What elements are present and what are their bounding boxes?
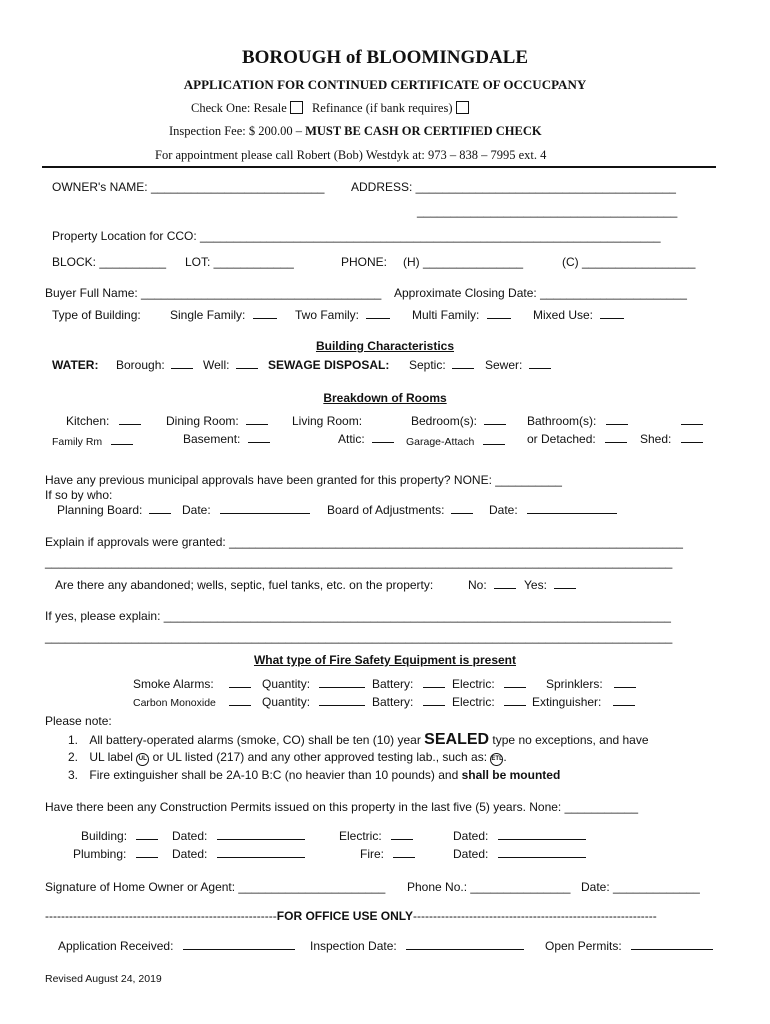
attic-field[interactable] — [338, 432, 394, 446]
co-battery-label: Battery: — [372, 695, 414, 709]
sewer-label: Sewer: — [485, 358, 523, 372]
adjustments-board-label: Board of Adjustments: — [327, 503, 445, 517]
appointment-info: For appointment please call Robert (Bob) Westdyk at: 973 – 838 – 7995 ext. 4 — [155, 148, 547, 162]
bathrooms-field[interactable] — [527, 414, 628, 428]
abandoned-question: Are there any abandoned; wells, septic, fuel tanks, etc. on the property: — [55, 578, 434, 592]
multi-family-field[interactable] — [412, 308, 511, 322]
block-field[interactable]: BLOCK: __________ — [52, 255, 167, 269]
note-1-number: 1. — [68, 733, 79, 747]
single-family-label: Single Family: — [170, 308, 246, 322]
owner-name-field[interactable]: OWNER's NAME: __________________________ — [52, 180, 325, 194]
extinguisher-label: Extinguisher: — [532, 695, 602, 709]
co-quantity-label: Quantity: — [262, 695, 311, 709]
electric-permit-date-field[interactable] — [453, 829, 586, 843]
note-3-number: 3. — [68, 768, 79, 782]
smoke-battery-field[interactable] — [372, 677, 445, 691]
phone-cell-field[interactable]: (C) _________________ — [562, 255, 696, 269]
fire-permit-field[interactable] — [360, 847, 415, 861]
sprinklers-label: Sprinklers: — [546, 677, 603, 691]
note-1-text: All battery-operated alarms (smoke, CO) shall be ten (10) year — [89, 733, 421, 747]
page-title: BOROUGH of BLOOMINGDALE — [241, 47, 529, 68]
phone-label: PHONE: — [341, 255, 388, 269]
water-borough-field[interactable] — [116, 358, 193, 372]
fire-dated-label: Dated: — [453, 847, 489, 861]
smoke-quantity-label: Quantity: — [262, 677, 311, 691]
if-yes-explain-line-2[interactable]: ______________________________________________________________________________________________ — [45, 630, 673, 644]
header-divider — [42, 166, 716, 168]
co-quantity-field[interactable] — [262, 695, 365, 709]
property-location-field[interactable]: Property Location for CCO: _____________________________________________________________________ — [52, 229, 661, 243]
co-battery-field[interactable] — [372, 695, 445, 709]
basement-field[interactable] — [183, 432, 270, 446]
plumbing-permit-field[interactable] — [73, 847, 158, 861]
please-note-label: Please note: — [45, 714, 112, 728]
family-room-field[interactable] — [52, 434, 133, 448]
inspection-date-field[interactable] — [310, 939, 524, 953]
office-use-label: FOR OFFICE USE ONLY — [276, 909, 414, 923]
bathrooms-label: Bathroom(s): — [527, 414, 597, 428]
attic-label: Attic: — [338, 432, 365, 446]
fire-permit-label: Fire: — [360, 847, 384, 861]
fee-requirement: MUST BE CASH OR CERTIFIED CHECK — [305, 124, 542, 138]
building-characteristics-heading: Building Characteristics — [315, 339, 455, 353]
note-2-number: 2. — [68, 750, 79, 764]
planning-date-label: Date: — [182, 503, 211, 517]
adjustments-board-field[interactable] — [327, 503, 473, 517]
building-dated-label: Dated: — [172, 829, 208, 843]
note-2-text: UL label — [89, 750, 133, 764]
lot-field[interactable]: LOT: ____________ — [185, 255, 294, 269]
phone-home-field[interactable]: (H) _______________ — [403, 255, 524, 269]
borough-label: Borough: — [116, 358, 165, 372]
resale-checkbox[interactable] — [290, 101, 303, 114]
sealed-emphasis: SEALED — [424, 731, 490, 748]
fee-prefix: Inspection Fee: $ 200.00 – — [169, 124, 302, 138]
bathrooms-extra-line[interactable] — [681, 414, 703, 428]
smoke-battery-label: Battery: — [372, 677, 414, 691]
abandoned-yes-field[interactable] — [524, 578, 576, 592]
two-family-label: Two Family: — [295, 308, 360, 322]
approvals-explain-field[interactable]: Explain if approvals were granted: ____________________________________________________________________ — [45, 535, 683, 549]
signature-field[interactable]: Signature of Home Owner or Agent: ______________________ — [45, 880, 386, 894]
note-3-text: Fire extinguisher shall be 2A-10 B:C (no heavier than 10 pounds) and — [89, 768, 459, 782]
building-permit-label: Building: — [81, 829, 128, 843]
carbon-monoxide-label: Carbon Monoxide — [133, 697, 216, 709]
sewer-field[interactable] — [485, 358, 551, 372]
note-3-emphasis: shall be mounted — [461, 768, 561, 782]
kitchen-field[interactable] — [66, 414, 141, 428]
smoke-alarms-label: Smoke Alarms: — [133, 677, 214, 691]
garage-attach-label: Garage-Attach — [406, 436, 475, 448]
office-use-divider — [45, 909, 657, 923]
building-permit-field[interactable] — [81, 829, 158, 843]
garage-attach-field[interactable] — [406, 434, 505, 448]
resale-label: Check One: Resale — [191, 101, 287, 115]
sewage-label: SEWAGE DISPOSAL: — [268, 358, 390, 372]
extinguisher-field[interactable] — [532, 695, 635, 709]
rooms-heading: Breakdown of Rooms — [323, 391, 447, 405]
adjustments-date-field[interactable] — [489, 503, 617, 517]
abandoned-no-field[interactable] — [468, 578, 516, 592]
address-line-2[interactable]: _______________________________________ — [417, 204, 678, 218]
garage-detached-label: or Detached: — [527, 432, 596, 446]
kitchen-label: Kitchen: — [66, 414, 110, 428]
septic-field[interactable] — [409, 358, 474, 372]
note-2: 2. UL label UL or UL listed (217) and any other approved testing lab., such as: ETL. — [68, 750, 507, 764]
revised-date: Revised August 24, 2019 — [45, 973, 162, 985]
plumbing-permit-date-field[interactable] — [172, 847, 305, 861]
open-permits-label: Open Permits: — [545, 939, 622, 953]
mixed-use-field[interactable] — [533, 308, 624, 322]
note-1-text-end: type no exceptions, and have — [492, 733, 649, 747]
adjustments-date-label: Date: — [489, 503, 518, 517]
application-received-field[interactable] — [58, 939, 295, 953]
co-electric-label: Electric: — [452, 695, 495, 709]
mixed-use-label: Mixed Use: — [533, 308, 594, 322]
well-label: Well: — [203, 358, 230, 372]
note-3 — [68, 768, 560, 782]
fire-permit-date-field[interactable] — [453, 847, 586, 861]
single-family-field[interactable] — [170, 308, 277, 322]
bedrooms-field[interactable] — [411, 414, 506, 428]
inspection-fee — [169, 124, 542, 139]
approvals-explain-line-2[interactable]: ______________________________________________________________________________________________ — [45, 555, 673, 569]
smoke-electric-label: Electric: — [452, 677, 495, 691]
building-permit-date-field[interactable] — [172, 829, 305, 843]
abandoned-no-label: No: — [468, 578, 487, 592]
closing-date-field[interactable]: Approximate Closing Date: ______________________ — [394, 286, 687, 300]
septic-label: Septic: — [409, 358, 446, 372]
etl-label-icon: ETL — [490, 753, 503, 766]
previous-approvals-question[interactable]: Have any previous municipal approvals have been granted for this property? NONE: __________ — [45, 473, 562, 487]
construction-permits-question[interactable]: Have there been any Construction Permits issued on this property in the last five (5) years. None: ___________ — [45, 800, 638, 814]
shed-field[interactable] — [640, 432, 703, 446]
garage-detached-field[interactable] — [527, 432, 627, 446]
planning-board-label: Planning Board: — [57, 503, 143, 517]
if-yes-explain-field[interactable]: If yes, please explain: ____________________________________________________________________________ — [45, 609, 671, 623]
planning-date-field[interactable] — [182, 503, 310, 517]
smoke-electric-field[interactable] — [452, 677, 526, 691]
electric-permit-field[interactable] — [339, 829, 413, 843]
abandoned-yes-label: Yes: — [524, 578, 547, 592]
signature-phone-field[interactable]: Phone No.: _______________ — [407, 880, 571, 894]
shed-label: Shed: — [640, 432, 672, 446]
type-of-building-label: Type of Building: — [52, 308, 141, 322]
plumbing-permit-label: Plumbing: — [73, 847, 127, 861]
check-one-row — [191, 101, 469, 116]
water-well-field[interactable] — [203, 358, 258, 372]
basement-label: Basement: — [183, 432, 241, 446]
refinance-checkbox[interactable] — [456, 101, 469, 114]
approved-by-label: If so by who: — [45, 488, 113, 502]
living-room-label: Living Room: — [292, 414, 363, 428]
ul-label-icon: UL — [136, 753, 149, 766]
note-1 — [68, 731, 649, 749]
electric-dated-label: Dated: — [453, 829, 489, 843]
smoke-alarms-field[interactable] — [133, 677, 251, 691]
inspection-date-label: Inspection Date: — [310, 939, 397, 953]
open-permits-field[interactable] — [545, 939, 713, 953]
refinance-label: Refinance (if bank requires) — [311, 101, 453, 115]
carbon-monoxide-field[interactable] — [133, 695, 251, 709]
office-dash-right: ------------------------------------------------------------- — [413, 909, 657, 923]
office-dash-left: ---------------------------------------------------------- — [45, 909, 277, 923]
application-received-label: Application Received: — [58, 939, 174, 953]
plumbing-dated-label: Dated: — [172, 847, 208, 861]
address-field[interactable]: ADDRESS: _______________________________________ — [351, 180, 676, 194]
co-electric-field[interactable] — [452, 695, 526, 709]
two-family-field[interactable] — [295, 308, 390, 322]
bedrooms-label: Bedroom(s): — [411, 414, 478, 428]
sprinklers-field[interactable] — [546, 677, 636, 691]
water-label: WATER: — [52, 358, 99, 372]
multi-family-label: Multi Family: — [412, 308, 480, 322]
smoke-quantity-field[interactable] — [262, 677, 365, 691]
note-2-text-end: or UL listed (217) and any other approved testing lab., such as: — [152, 750, 488, 764]
planning-board-field[interactable] — [57, 503, 171, 517]
family-room-label: Family Rm — [52, 436, 103, 448]
buyer-name-field[interactable]: Buyer Full Name: ____________________________________ — [45, 286, 382, 300]
signature-date-field[interactable]: Date: _____________ — [581, 880, 700, 894]
form-subtitle: APPLICATION FOR CONTINUED CERTIFICATE OF OCCUCPANY — [183, 77, 587, 92]
fire-safety-heading: What type of Fire Safety Equipment is present — [253, 653, 517, 667]
electric-permit-label: Electric: — [339, 829, 382, 843]
dining-room-label: Dining Room: — [166, 414, 239, 428]
living-room-field[interactable] — [292, 414, 362, 428]
dining-room-field[interactable] — [166, 414, 268, 428]
